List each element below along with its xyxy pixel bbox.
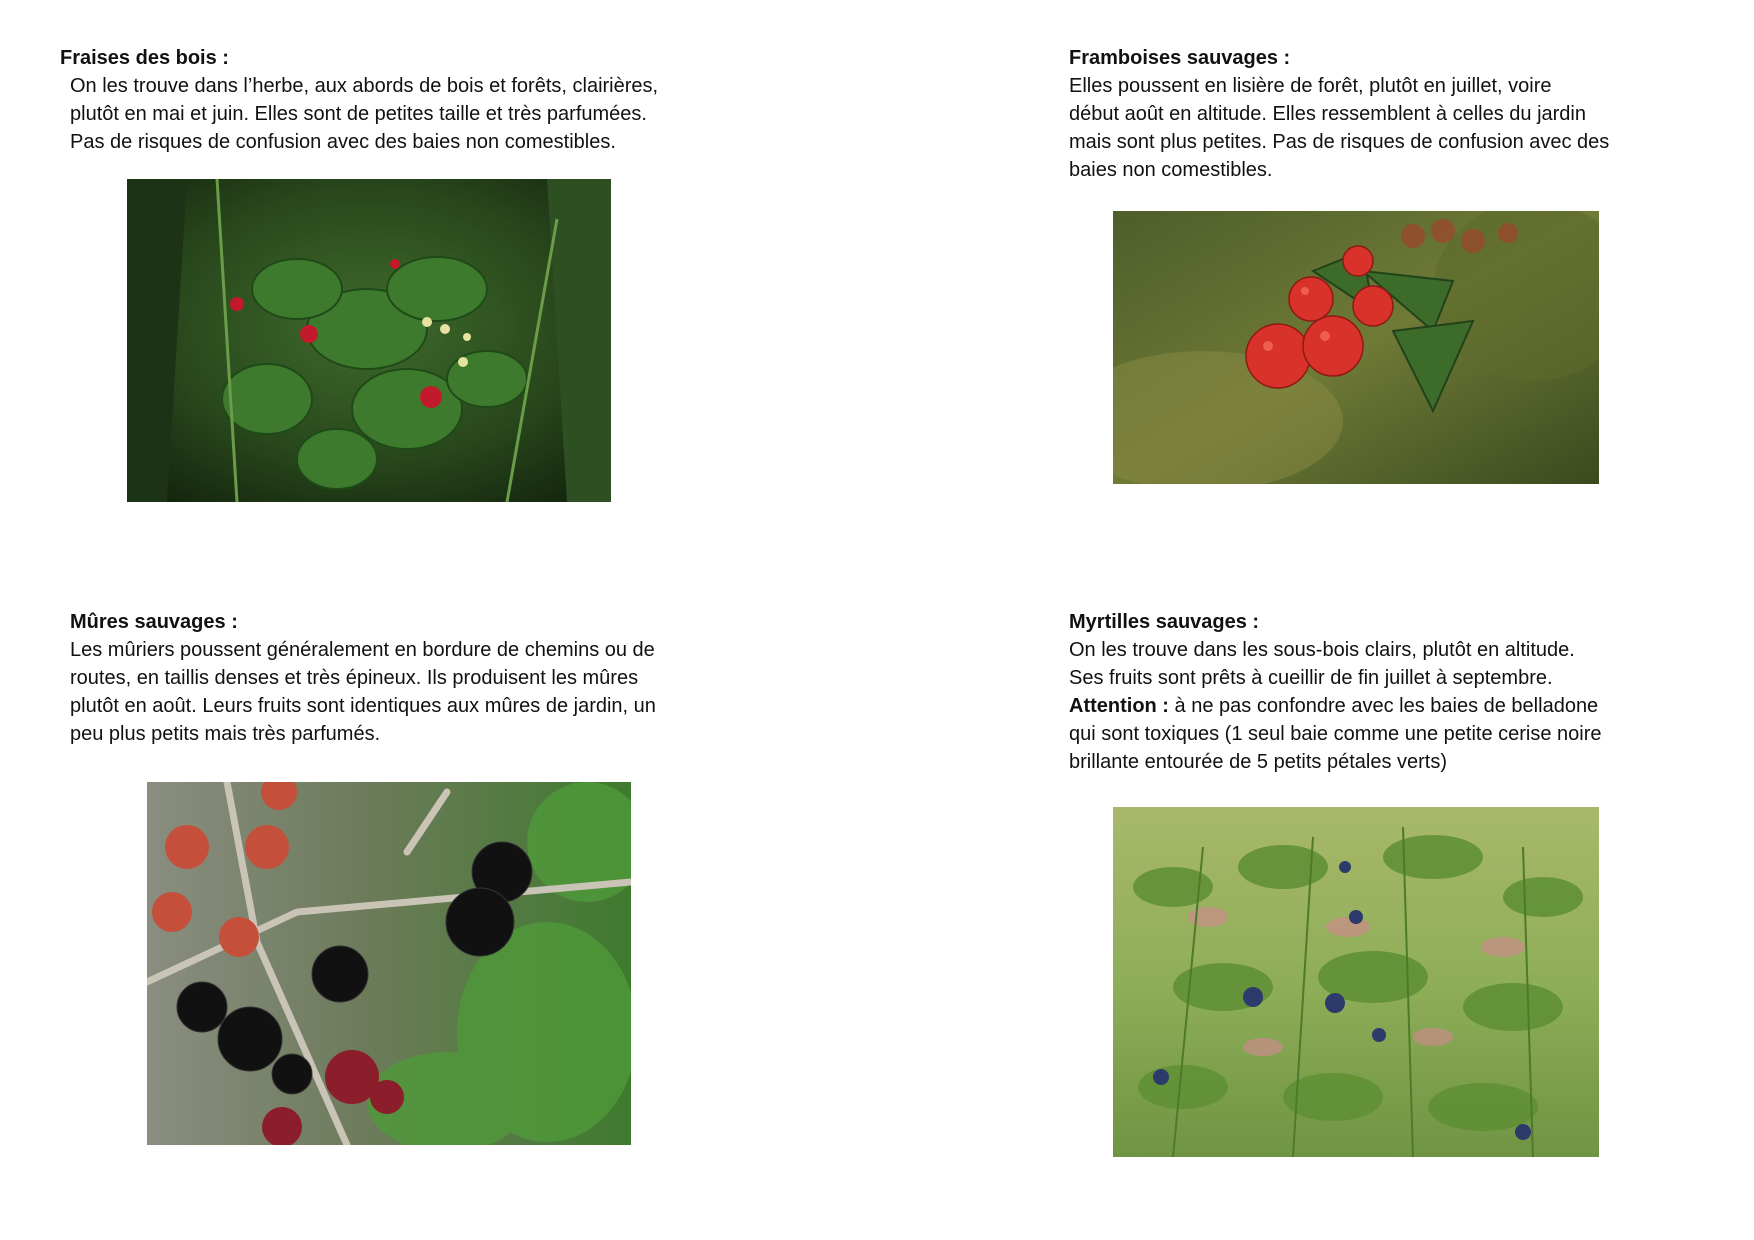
line-mures-1: Les mûriers poussent généralement en bordure de chemins ou de [70, 639, 655, 661]
line-myrtilles-2: Ses fruits sont prêts à cueillir de fin juillet à septembre. [1069, 667, 1553, 689]
line-framboises-1: Elles poussent en lisière de forêt, plutôt en juillet, voire [1069, 75, 1552, 97]
line-myrtilles-3 [1069, 692, 1709, 720]
raspberry-photo [1113, 211, 1599, 484]
line-fraises-1: On les trouve dans l’herbe, aux abords de bois et forêts, clairières, [70, 75, 659, 97]
section-title-framboises: Framboises sauvages : [1069, 47, 1291, 69]
section-fraises [60, 44, 760, 156]
section-title-mures: Mûres sauvages : [70, 611, 238, 633]
blueberry-photo [1113, 807, 1599, 1157]
line-myrtilles-4: qui sont toxiques (1 seul baie comme une petite cerise noire [1069, 723, 1602, 745]
strawberry-photo [127, 179, 611, 502]
line-myrtilles-5: brillante entourée de 5 petits pétales verts) [1069, 751, 1447, 773]
section-title-myrtilles: Myrtilles sauvages : [1069, 611, 1260, 633]
line-framboises-2: début août en altitude. Elles ressemblent à celles du jardin [1069, 103, 1586, 125]
section-title-fraises: Fraises des bois : [60, 47, 229, 69]
line-mures-2: routes, en taillis denses et très épineux. Ils produisent les mûres [70, 667, 639, 689]
warning-label: Attention : [1069, 695, 1169, 717]
blackberry-photo [147, 782, 631, 1145]
line-myrtilles-1: On les trouve dans les sous-bois clairs, plutôt en altitude. [1069, 639, 1575, 661]
line-framboises-3: mais sont plus petites. Pas de risques de confusion avec des [1069, 131, 1610, 153]
line-mures-4: peu plus petits mais très parfumés. [70, 723, 381, 745]
warning-line-1: à ne pas confondre avec les baies de belladone [1168, 695, 1599, 717]
line-fraises-3: Pas de risques de confusion avec des baies non comestibles. [70, 131, 616, 153]
line-fraises-2: plutôt en mai et juin. Elles sont de petites taille et très parfumées. [70, 103, 647, 125]
section-mures [70, 608, 770, 748]
line-mures-3: plutôt en août. Leurs fruits sont identiques aux mûres de jardin, un [70, 695, 656, 717]
line-framboises-4: baies non comestibles. [1069, 159, 1273, 181]
section-myrtilles [1069, 608, 1709, 776]
section-framboises [1069, 44, 1709, 184]
